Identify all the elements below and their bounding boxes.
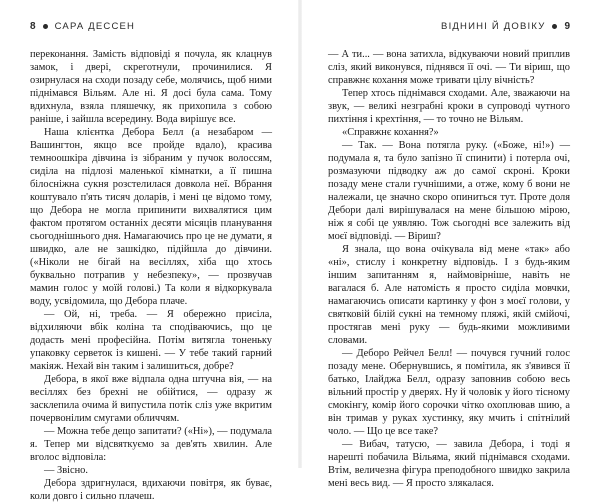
paragraph: — Звісно.: [44, 465, 88, 476]
left-page: [0, 0, 300, 502]
paragraph: Наша клієнтка Дебора Белл (а незабаром — Вашингтон, якщо все пройде вдало), красива темноошкіра дівчина із зібраним у пучок волоссям, сиділа на підлозі маленької кімнатки, а її пишна білосніжна сукня розстелилася довкола неї. Вбрання коштувало п'ять тисяч доларів, і мені це відомо тому, що Дебора не могла припинити вихвалятися цим фактом протягом останніх десяти місяців планування сьогоднішнього дня. Намагаючись про це не думати, я швидко, але не зашкідко, підійшла до дівчини. («Ніколи не бігай на весіллях, хіба що хтось буквально потрапив у небезпеку», — прозвучав мамин голос у моїй голові.) Та коли я відкоркувала воду, усвідомила, що Дебора плаче.: [30, 127, 272, 307]
bullet-icon: [43, 24, 48, 29]
paragraph: «Справжнє кохання?»: [342, 127, 439, 138]
paragraph: Дебора, в якої вже відпала одна штучна вія, — на весіллях без брехні не обійтися, — одразу ж засклепила очима й випустила потік сліз уже вкритим почервонілим смугами обличчям.: [30, 374, 272, 424]
book-title: ВІДНИНІ Й ДОВІКУ: [441, 20, 546, 32]
paragraph: — Можна тебе дещо запитати? («Ні»), — подумала я. Тепер ми відсвяткуємо за дев'ять хвилин. Але вголос відповіла:: [30, 426, 272, 463]
paragraph: Дебора здригнулася, вдихаючи повітря, як буває, коли довго і сильно плачеш.: [30, 478, 272, 502]
page-number-right: 9: [564, 20, 570, 32]
paragraph: — Деборо Рейчел Белл! — почувся гучний голос позаду мене. Обернувшись, я помітила, як з'явився її батько, Ілайджа Белл, одразу заповнив собою весь вільний простір у дверях. Ну й чоловік у його тісному смокінгу, комір його сорочки чітко охоплював шию, а він тримав у руках хустинку, яку мчить і спітнілий чоло. — Що це все таке?: [328, 348, 570, 437]
right-page-text: [328, 48, 570, 490]
paragraph: — Вибач, татусю, — завила Дебора, і тоді я нарешті побачила Вільяма, який піднімався сходами. Втім, величезна фігура преподобного швидко закрила мені весь вид. — Я просто злякалася.: [328, 439, 570, 489]
running-header-right: [441, 19, 570, 33]
author-name: САРА ДЕССЕН: [54, 20, 136, 32]
right-page: [300, 0, 600, 489]
paragraph: переконання. Замість відповіді я почула, як клацнув замок, і двері, скреготнули, прочинилися. Я озирнулася на сходи позаду себе, молячись, щоб ними піднімався Вільям. Але ні. Я досі була сама. Тому вдихнула, взяла пляшечку, як прихопила з собою раніше, і зайшла всередину. Вода вирішує все.: [30, 49, 272, 125]
page-number-left: 8: [30, 20, 36, 32]
paragraph: — А ти... — вона затихла, відкуваючи новий приплив сліз, який виконувся, піднявся її очі. — Ти віриш, що справжнє кохання може тривати цілу вічність?: [328, 49, 570, 86]
paragraph: — Ой, ні, треба. — Я обережно присіла, відхиляючи вбік коліна та сподіваючись, що це додасть мені професійна. Потім витягла тоненьку упаковку серветок із кишені. — У тебе такий гарний макіяж. Нехай він таким і залишиться, добре?: [30, 309, 272, 372]
paragraph: Тепер хтось піднімався сходами. Але, зважаючи на звук, — великі незграбні кроки в супроводі чутного пихтіння і крехтіння, — то точно не Вільям.: [328, 88, 570, 125]
bullet-icon: [552, 24, 557, 29]
running-header-left: [30, 19, 135, 33]
paragraph: Я знала, що вона очікувала від мене «так» або «ні», стислу і конкретну відповідь. І з будь-яким іншим запитанням я, наймовірніше, навіть не вагалася б. Але натомість я просто сиділа мовчки, намагаючись описати картинку у фон з моєї голови, у святковій білій сукні на темному пляжі, якій смійочі, простягав мені руку — будь-якими можливими словами.: [328, 244, 570, 346]
left-page-text: [30, 48, 272, 503]
paragraph: — Так. — Вона потягла руку. («Боже, ні!») — подумала я, та було запізно її спинити) і потерла очі, розмазуючи підводку аж до самої скроні. Кроки позаду мене стали гучнішими, а отже, кому б вони не належали, це значно скоро опиниться тут. Проте доля Дебори далі вирішувалася на мене більшою мірою, ніж я собі це уявляю. Тож сьогодні все залежить від моєї відповіді. — Віриш?: [328, 140, 570, 242]
